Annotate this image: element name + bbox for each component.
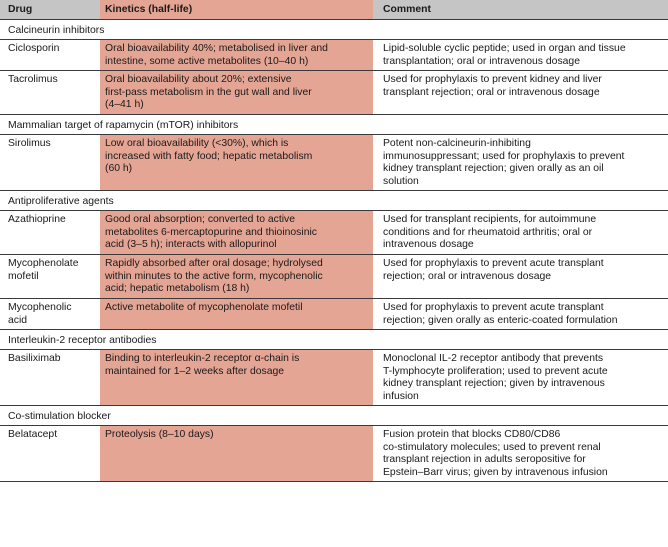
comment-cell-line: intravenous dosage [383, 239, 474, 251]
section-title: Calcineurin inhibitors [8, 25, 105, 36]
kinetics-cell-line: intestine, some active metabolites (10–40 h) [105, 55, 309, 67]
kinetics-cell-line: Oral bioavailability about 20%; extensive [105, 74, 292, 85]
drug-cell-line: Basiliximab [8, 353, 61, 364]
drug-cell-line: acid [8, 314, 28, 326]
drug-cell [0, 350, 100, 406]
comment-cell-line: Fusion protein that blocks CD80/CD86 [383, 429, 561, 440]
table-row [0, 211, 668, 255]
header-comment: Comment [383, 4, 431, 15]
kinetics-cell-line: increased with fatty food; hepatic metabolism [105, 150, 313, 162]
kinetics-cell-line: metabolites 6-mercaptopurine and thioinosinic [105, 226, 317, 238]
row-divider [0, 481, 668, 482]
drug-cell-line: Ciclosporin [8, 43, 60, 54]
table-header [0, 0, 668, 20]
kinetics-cell [100, 71, 373, 115]
section-title: Antiproliferative agents [8, 196, 114, 207]
kinetics-cell-line: acid (3–5 h); interacts with allopurinol [105, 239, 277, 251]
drug-cell-line: Mycophenolic [8, 302, 72, 313]
kinetics-cell [100, 426, 373, 482]
kinetics-cell [100, 299, 373, 330]
kinetics-cell-line: Binding to interleukin-2 receptor α-chain is [105, 353, 300, 364]
comment-cell-line: immunosuppressant; used for prophylaxis to prevent [383, 150, 625, 162]
kinetics-cell-line: Oral bioavailability 40%; metabolised in liver and [105, 43, 328, 54]
section-title: Interleukin-2 receptor antibodies [8, 335, 157, 346]
comment-cell-line: Used for prophylaxis to prevent acute transplant [383, 258, 604, 269]
kinetics-cell-line: acid; hepatic metabolism (18 h) [105, 283, 250, 295]
comment-cell [373, 255, 668, 299]
drug-cell-line: Belatacept [8, 429, 58, 440]
comment-cell-line: Used for transplant recipients, for autoimmune [383, 214, 597, 225]
drug-cell [0, 135, 100, 191]
kinetics-cell-line: Low oral bioavailability (<30%), which is [105, 138, 289, 149]
kinetics-cell [100, 350, 373, 406]
section-title: Co-stimulation blocker [8, 411, 111, 422]
drug-cell [0, 426, 100, 482]
kinetics-cell-line: (60 h) [105, 163, 133, 175]
kinetics-cell [100, 211, 373, 255]
drug-cell [0, 71, 100, 115]
table-row [0, 40, 668, 71]
kinetics-cell-line: within minutes to the active form, mycophenolic [105, 270, 323, 282]
comment-cell [373, 350, 668, 406]
section-title: Mammalian target of rapamycin (mTOR) inhibitors [8, 120, 239, 131]
kinetics-cell-line: (4–41 h) [105, 99, 144, 111]
drug-cell-line: Azathioprine [8, 214, 66, 225]
comment-cell-line: transplant rejection in adults seropositive for [383, 454, 586, 466]
comment-cell-line: rejection; oral or intravenous dosage [383, 270, 552, 282]
comment-cell-line: transplant rejection; oral or intravenous dosage [383, 86, 600, 98]
table-row [0, 71, 668, 115]
kinetics-cell-line: first-pass metabolism in the gut wall and liver [105, 86, 312, 98]
kinetics-cell [100, 255, 373, 299]
comment-cell-line: Potent non-calcineurin-inhibiting [383, 138, 531, 149]
comment-cell-line: kidney transplant rejection; given by intravenous [383, 378, 605, 390]
kinetics-cell-line: maintained for 1–2 weeks after dosage [105, 365, 285, 377]
comment-cell-line: Monoclonal IL-2 receptor antibody that prevents [383, 353, 604, 364]
comment-cell-line: conditions and for rheumatoid arthritis; oral or [383, 226, 593, 238]
table-row [0, 135, 668, 191]
kinetics-cell [100, 40, 373, 71]
drug-cell [0, 211, 100, 255]
header-kinetics: Kinetics (half-life) [100, 0, 373, 20]
comment-cell-line: Used for prophylaxis to prevent kidney and liver [383, 74, 602, 85]
kinetics-cell [100, 135, 373, 191]
table-row [0, 299, 668, 330]
header-drug: Drug [8, 4, 33, 15]
comment-cell-line: co-stimulatory molecules; used to prevent renal [383, 441, 601, 453]
comment-cell-line: solution [383, 175, 419, 187]
comment-cell-line: Epstein–Barr virus; given by intravenous infusion [383, 466, 608, 478]
comment-cell-line: rejection; given orally as enteric-coated formulation [383, 314, 618, 326]
drug-cell-line: Tacrolimus [8, 74, 58, 85]
kinetics-cell-line: Good oral absorption; converted to active [105, 214, 296, 225]
comment-cell-line: Lipid-soluble cyclic peptide; used in organ and tissue [383, 43, 626, 54]
comment-cell-line: transplantation; oral or intravenous dosage [383, 55, 580, 67]
comment-cell [373, 71, 668, 115]
comment-cell-line: T-lymphocyte proliferation; used to prevent acute [383, 365, 608, 377]
comment-cell [373, 426, 668, 482]
kinetics-cell-line: Active metabolite of mycophenolate mofetil [105, 302, 303, 313]
table-row [0, 426, 668, 482]
comment-cell-line: infusion [383, 390, 419, 402]
table-row [0, 255, 668, 299]
drug-cell-line: mofetil [8, 270, 39, 282]
table-row [0, 350, 668, 406]
comment-cell [373, 299, 668, 330]
drug-cell-line: Mycophenolate [8, 258, 79, 269]
drug-cell-line: Sirolimus [8, 138, 51, 149]
comment-cell [373, 211, 668, 255]
kinetics-cell-line: Proteolysis (8–10 days) [105, 429, 214, 440]
comment-cell-line: kidney transplant rejection; given orally as an oil [383, 163, 604, 175]
drug-cell [0, 40, 100, 71]
drug-cell [0, 255, 100, 299]
drug-cell [0, 299, 100, 330]
comment-cell-line: Used for prophylaxis to prevent acute transplant [383, 302, 604, 313]
comment-cell [373, 40, 668, 71]
kinetics-cell-line: Rapidly absorbed after oral dosage; hydrolysed [105, 258, 323, 269]
comment-cell [373, 135, 668, 191]
